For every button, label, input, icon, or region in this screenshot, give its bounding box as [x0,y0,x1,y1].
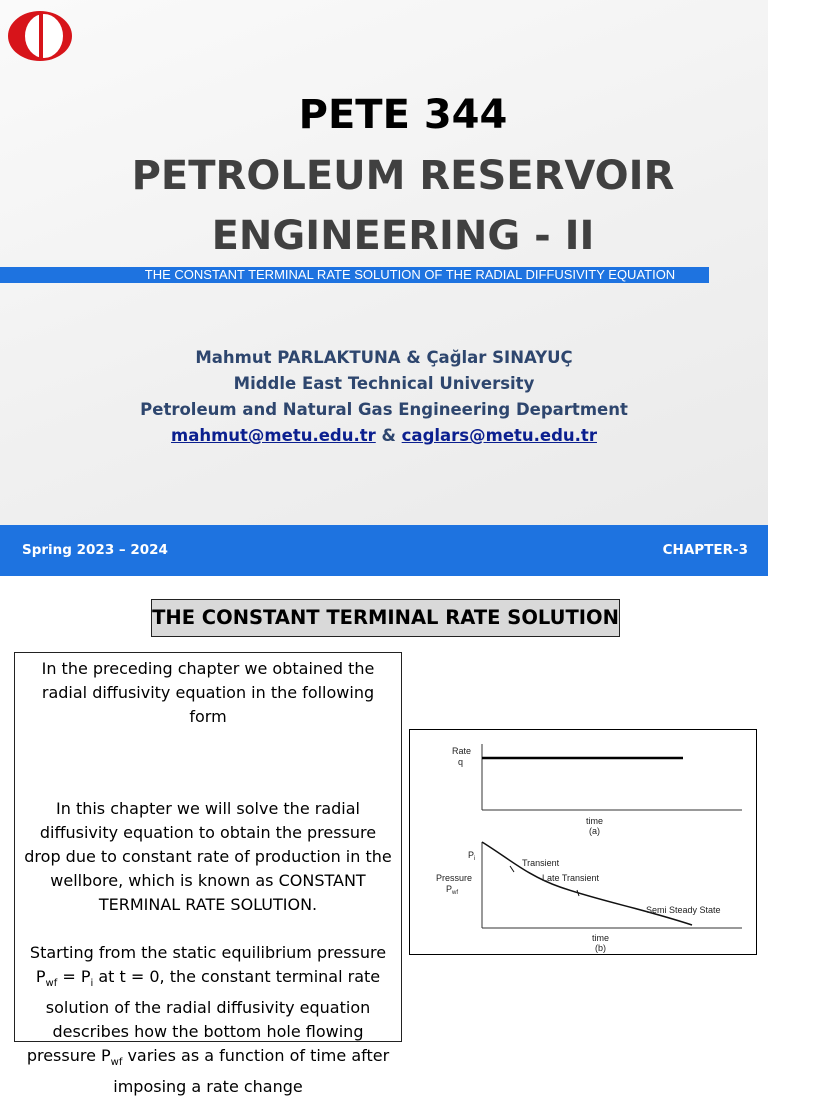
top-xlabel-a: (a) [589,826,600,836]
bottom-ylabel-pressure: Pressure [436,873,473,883]
title-slide [0,0,768,576]
email-line [0,423,768,449]
department-name: Petroleum and Natural Gas Engineering Department [140,400,628,419]
label-late-transient: Late Transient [542,873,600,883]
rate-pressure-diagram [410,730,756,954]
slide-footer [0,525,768,576]
label-semi-steady-state: Semi Steady State [646,905,721,915]
email-link-caglars[interactable]: caglars@metu.edu.tr [401,426,597,445]
email-separator: & [381,426,396,445]
rate-pressure-figure [409,729,757,955]
bottom-xlabel-b: (b) [595,943,606,953]
email-link-mahmut[interactable]: mahmut@metu.edu.tr [171,426,376,445]
paragraph-description: Starting from the static equilibrium pressure $P_{wf} = P_i$ at t = 0, the constant terminal rate solution of the radial diffusivity equation describes how the bottom hole flowing pressure $P_{wf}$ varies as a function of time after imposing a rate change [26,943,390,1097]
bottom-pi-label: $P_i$ [468,850,476,862]
chapter-label: CHAPTER-3 [662,542,748,558]
course-title-line1: PETROLEUM RESERVOIR [131,153,675,199]
transient-marker [510,866,514,872]
course-title-line2: ENGINEERING - II [211,213,595,259]
semester-label: Spring 2023 – 2024 [22,542,168,558]
label-transient: Transient [522,858,560,868]
bottom-xlabel-time: time [592,933,610,943]
top-ylabel-q: q [458,757,464,767]
course-code: PETE 344 [298,92,508,138]
paragraph-chapter-goal: In this chapter we will solve the radial diffusivity equation to obtain the pressure drop due to constant rate of production in the wellbore, which is known as CONSTANT TERMINAL RATE SOLUTION. [24,799,392,914]
text-panel [14,652,402,1097]
top-xlabel-time: time [586,816,604,826]
author-names: Mahmut PARLAKTUNA & Çağlar SINAYUÇ [195,348,573,367]
equation-placeholder [21,729,395,797]
paragraph-intro: In the preceding chapter we obtained the radial diffusivity equation in the following form [41,659,375,726]
author-block [0,345,768,449]
metu-logo-icon [6,9,74,63]
topic-banner [0,267,709,283]
bottom-ylabel-pwf: $P_{wf}$ [446,884,459,896]
slide-heading: THE CONSTANT TERMINAL RATE SOLUTION [151,599,620,637]
top-ylabel-rate: Rate [452,746,472,756]
topic-text: THE CONSTANT TERMINAL RATE SOLUTION OF THE RADIAL DIFFUSIVITY EQUATION [144,267,676,282]
university-name: Middle East Technical University [233,374,535,393]
